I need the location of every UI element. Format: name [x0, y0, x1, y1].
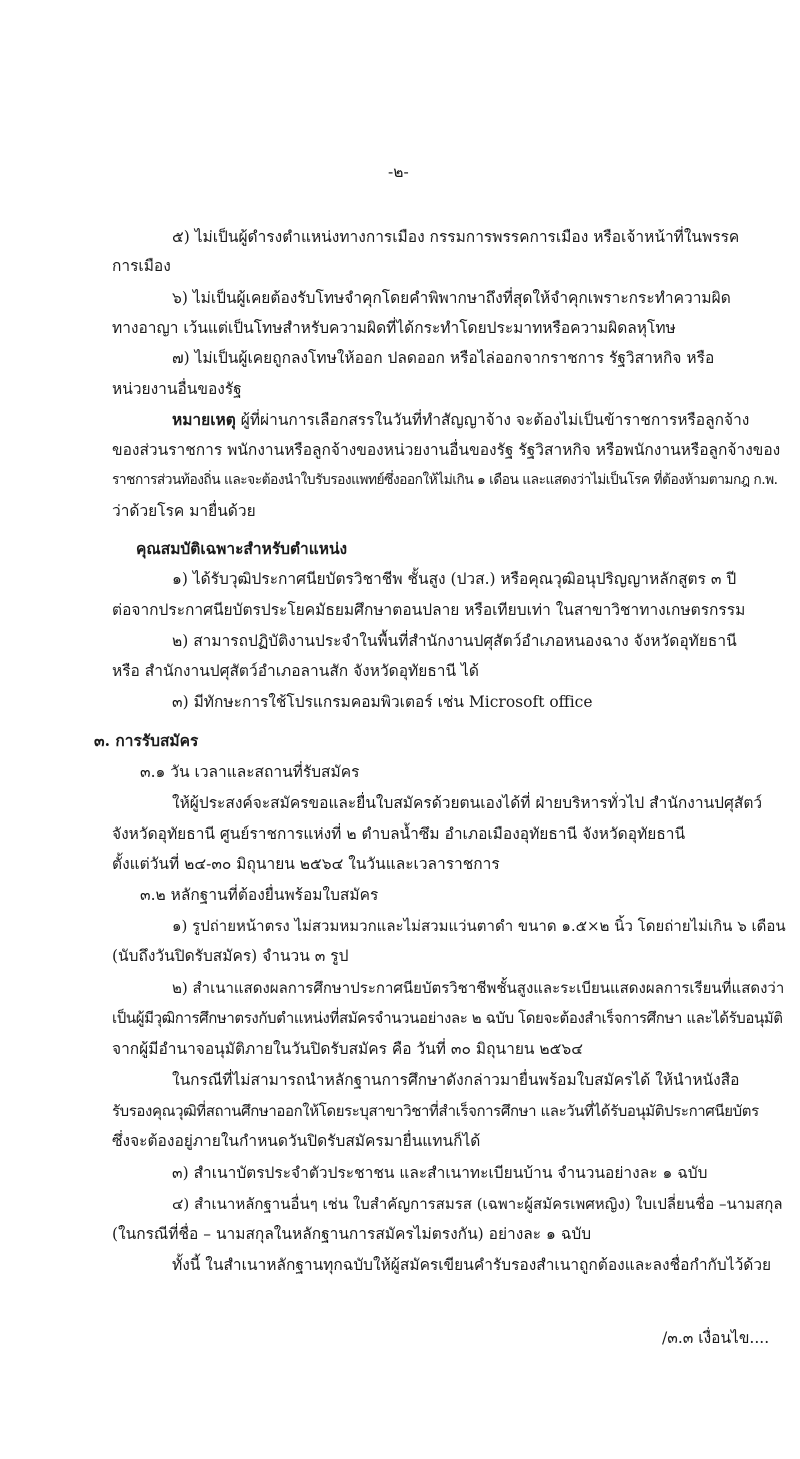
application-sub2-heading: ๓.๒ หลักฐานที่ต้องยื่นพร้อมใบสมัคร: [140, 886, 379, 904]
item-6-line-2: ทางอาญา เว้นแต่เป็นโทษสำหรับความผิดที่ได้กระทำโดยประมาทหรือความผิดลหุโทษ: [112, 319, 676, 337]
document-5-line-1: ทั้งนี้ ในสำเนาหลักฐานทุกฉบับให้ผู้สมัครเขียนคำรับรองสำเนาถูกต้องและลงชื่อกำกับไว้ด้วย: [172, 1256, 772, 1274]
note-line-4: ว่าด้วยโรค มายื่นด้วย: [112, 502, 256, 520]
item-5-line-2: การเมือง: [112, 257, 171, 275]
application-sub1-line-2: จังหวัดอุทัยธานี ศูนย์ราชการแห่งที่ ๒ ตำบลน้ำซึม อำเภอเมืองอุทัยธานี จังหวัดอุทัยธานี: [112, 825, 686, 843]
continued-marker: /๓.๓ เงื่อนไข....: [662, 1329, 770, 1347]
note-line-1: [172, 410, 749, 430]
qualification-2-line-1: ๒) สามารถปฏิบัติงานประจำในพื้นที่สำนักงานปศุสัตว์อำเภอหนองฉาง จังหวัดอุทัยธานี: [172, 632, 737, 650]
application-sub1-heading: ๓.๑ วัน เวลาและสถานที่รับสมัคร: [140, 763, 360, 781]
document-1-line-1: ๑) รูปถ่ายหน้าตรง ไม่สวมหมวกและไม่สวมแว่นตาดำ ขนาด ๑.๕×๒ นิ้ว โดยถ่ายไม่เกิน ๖ เดือน: [172, 917, 786, 935]
qualifications-heading: คุณสมบัติเฉพาะสำหรับตำแหน่ง: [136, 539, 348, 558]
document-4-line-1: ๔) สำเนาหลักฐานอื่นๆ เช่น ใบสำคัญการสมรส (เฉพาะผู้สมัครเพศหญิง) ใบเปลี่ยนชื่อ –นามสกุล: [172, 1195, 783, 1213]
note-line-1-text: ผู้ที่ผ่านการเลือกสรรในวันที่ทำสัญญาจ้าง จะต้องไม่เป็นข้าราชการหรือลูกจ้าง: [240, 411, 750, 429]
page-number: -๒-: [388, 163, 409, 181]
document-4-line-2: (ในกรณีที่ชื่อ – นามสกุลในหลักฐานการสมัครไม่ตรงกัน) อย่างละ ๑ ฉบับ: [112, 1225, 592, 1243]
qualification-3-line-1: ๓) มีทักษะการใช้โปรแกรมคอมพิวเตอร์ เช่น Microsoft office: [172, 693, 593, 711]
application-heading: ๓. การรับสมัคร: [94, 731, 199, 750]
qualification-1-line-1: ๑) ได้รับวุฒิประกาศนียบัตรวิชาชีพ ชั้นสูง (ปวส.) หรือคุณวุฒิอนุปริญญาหลักสูตร ๓ ปี: [172, 570, 737, 588]
note-line-3: ราชการส่วนท้องถิ่น และจะต้องนำใบรับรองแพทย์ซึ่งออกให้ไม่เกิน ๑ เดือน และแสดงว่าไม่เป็นโรค ที่ต้องห้ามตามกฎ ก.พ.: [112, 472, 778, 488]
application-sub1-line-3: ตั้งแต่วันที่ ๒๔-๓๐ มิถุนายน ๒๕๖๔ ในวันและเวลาราชการ: [112, 855, 500, 873]
document-2b-line-2: รับรองคุณวุฒิที่สถานศึกษาออกให้โดยระบุสาขาวิชาที่สำเร็จการศึกษา และวันที่ได้รับอนุมัติประกาศนียบัตร: [112, 1102, 759, 1120]
item-6-line-1: ๖) ไม่เป็นผู้เคยต้องรับโทษจำคุกโดยคำพิพากษาถึงที่สุดให้จำคุกเพราะกระทำความผิด: [172, 289, 731, 307]
item-7-line-1: ๗) ไม่เป็นผู้เคยถูกลงโทษให้ออก ปลดออก หรือไล่ออกจากราชการ รัฐวิสาหกิจ หรือ: [172, 349, 715, 367]
item-7-line-2: หน่วยงานอื่นของรัฐ: [112, 380, 242, 398]
item-5-line-1: ๕) ไม่เป็นผู้ดำรงตำแหน่งทางการเมือง กรรมการพรรคการเมือง หรือเจ้าหน้าที่ในพรรค: [172, 228, 740, 246]
document-2-line-3: จากผู้มีอำนาจอนุมัติภายในวันปิดรับสมัคร คือ วันที่ ๓๐ มิถุนายน ๒๕๖๔: [112, 1040, 583, 1058]
document-2b-line-3: ซึ่งจะต้องอยู่ภายในกำหนดวันปิดรับสมัครมายื่นแทนก็ได้: [112, 1132, 481, 1150]
note-line-2: ของส่วนราชการ พนักงานหรือลูกจ้างของหน่วยงานอื่นของรัฐ รัฐวิสาหกิจ หรือพนักงานหรือลูกจ้างของ: [112, 441, 781, 459]
qualification-1-line-2: ต่อจากประกาศนียบัตรประโยคมัธยมศึกษาตอนปลาย หรือเทียบเท่า ในสาขาวิชาทางเกษตรกรรม: [112, 601, 746, 619]
qualification-2-line-2: หรือ สำนักงานปศุสัตว์อำเภอลานสัก จังหวัดอุทัยธานี ได้: [112, 662, 479, 680]
document-1-line-2: (นับถึงวันปิดรับสมัคร) จำนวน ๓ รูป: [112, 947, 349, 965]
note-label: หมายเหตุ: [172, 410, 236, 429]
document-2-line-1: ๒) สำเนาแสดงผลการศึกษาประกาศนียบัตรวิชาชีพชั้นสูงและระเบียนแสดงผลการเรียนที่แสดงว่า: [172, 979, 785, 997]
application-sub1-line-1: ให้ผู้ประสงค์จะสมัครขอและยื่นใบสมัครด้วยตนเองได้ที่ ฝ่ายบริหารทั่วไป สำนักงานปศุสัตว์: [172, 794, 763, 812]
document-2b-line-1: ในกรณีที่ไม่สามารถนำหลักฐานการศึกษาดังกล่าวมายื่นพร้อมใบสมัครได้ ให้นำหนังสือ: [172, 1071, 740, 1089]
document-2-line-2: เป็นผู้มีวุฒิการศึกษาตรงกับตำแหน่งที่สมัครจำนวนอย่างละ ๒ ฉบับ โดยจะต้องสำเร็จการศึกษา และได้รับอนุมัติ: [112, 1009, 783, 1027]
document-3-line-1: ๓) สำเนาบัตรประจำตัวประชาชน และสำเนาทะเบียนบ้าน จำนวนอย่างละ ๑ ฉบับ: [172, 1164, 708, 1182]
